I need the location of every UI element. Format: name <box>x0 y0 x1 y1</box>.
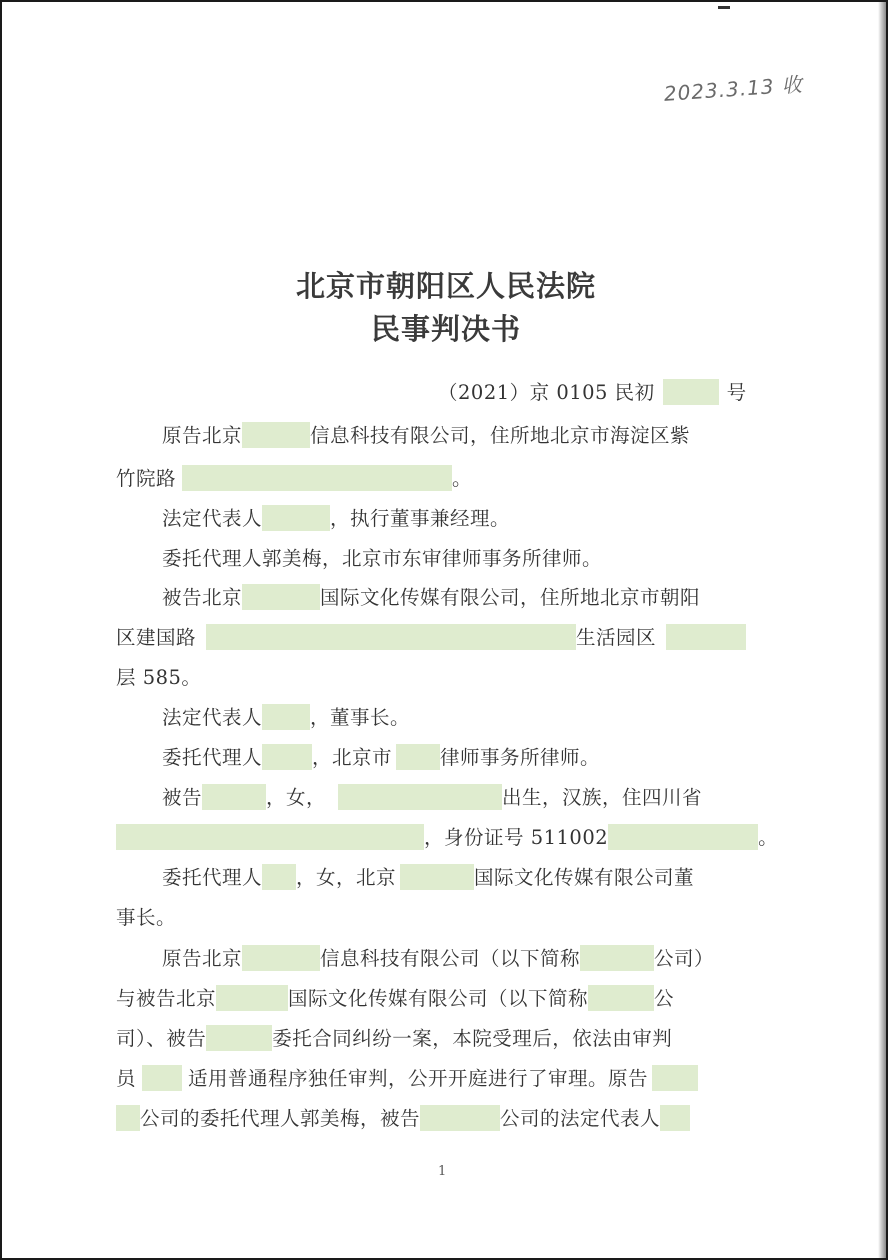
redaction <box>652 1065 698 1091</box>
text: 事长。 <box>116 906 177 929</box>
text: 被告北京 <box>162 586 243 609</box>
document-type: 民事判决书 <box>370 312 521 346</box>
text-line <box>116 902 176 930</box>
redaction <box>262 704 310 730</box>
text: ，女，北京 <box>296 866 397 889</box>
case-number-prefix: （2021）京 0105 民初 <box>438 381 655 404</box>
text-line <box>116 622 746 650</box>
text-line <box>116 1023 672 1051</box>
page-number: 1 <box>438 1164 447 1179</box>
redaction <box>216 985 288 1011</box>
text-line <box>162 862 694 890</box>
text: ，董事长。 <box>310 706 411 729</box>
text: 信息科技有限公司，住所地北京市海淀区紫 <box>310 424 691 447</box>
text: 区建国路 <box>116 626 197 649</box>
text: 律师事务所律师。 <box>440 746 601 769</box>
text: 法定代表人 <box>162 706 263 729</box>
text: ，女， <box>266 786 327 809</box>
text-line <box>162 582 700 610</box>
text-line <box>162 503 510 531</box>
text-line <box>162 782 702 810</box>
scan-shadow-edge <box>878 2 886 1260</box>
text-line <box>162 543 602 571</box>
text: 员 <box>116 1067 137 1090</box>
text: 生活园区 <box>576 626 657 649</box>
text: 公司） <box>654 947 715 970</box>
text: 法定代表人 <box>162 507 263 530</box>
text-line <box>116 983 674 1011</box>
text-line <box>116 1103 690 1131</box>
text: 竹院路 <box>116 467 177 490</box>
text: ，北京市 <box>312 746 393 769</box>
text: 信息科技有限公司（以下简称 <box>320 947 581 970</box>
text: 委托代理人 <box>162 866 263 889</box>
handwritten-date: 2023.3.13 收 <box>663 72 804 106</box>
redaction <box>202 784 266 810</box>
text: 被告 <box>162 786 203 809</box>
text: 公司的委托代理人郭美梅，被告 <box>140 1107 421 1130</box>
redaction <box>142 1065 182 1091</box>
scan-speck <box>718 6 730 9</box>
redaction <box>242 945 320 971</box>
text-line <box>162 943 714 971</box>
redaction <box>608 824 758 850</box>
text: ，身份证号 511002 <box>424 826 609 849</box>
text-line <box>162 702 410 730</box>
text: 。 <box>452 467 473 490</box>
text: 国际文化传媒有限公司董 <box>474 866 695 889</box>
case-number-suffix: 号 <box>726 381 747 404</box>
redaction <box>242 422 310 448</box>
text: 委托代理人郭美梅，北京市东审律师事务所律师。 <box>162 547 603 570</box>
text: 公司的法定代表人 <box>500 1107 661 1130</box>
redaction <box>666 624 746 650</box>
redaction <box>182 465 452 491</box>
redaction <box>400 864 474 890</box>
text-line <box>162 742 600 770</box>
redaction <box>262 505 330 531</box>
redaction <box>580 945 654 971</box>
text: 委托合同纠纷一案，本院受理后，依法由审判 <box>272 1027 673 1050</box>
text-line <box>116 1063 698 1091</box>
redaction <box>663 379 719 405</box>
text: 原告北京 <box>162 424 243 447</box>
redaction <box>116 1105 140 1131</box>
redaction <box>420 1105 500 1131</box>
text: 与被告北京 <box>116 987 217 1010</box>
text: 出生，汉族，住四川省 <box>502 786 703 809</box>
redaction <box>338 784 502 810</box>
text-line <box>116 463 472 491</box>
redaction <box>396 744 440 770</box>
text: ，执行董事兼经理。 <box>330 507 511 530</box>
text: 国际文化传媒有限公司（以下简称 <box>288 987 589 1010</box>
text: 。 <box>758 826 779 849</box>
text: 司）、被告 <box>116 1027 207 1050</box>
case-number <box>438 377 747 405</box>
redaction <box>588 985 654 1011</box>
text: 适用普通程序独任审判，公开开庭进行了审理。原告 <box>188 1067 649 1090</box>
redaction <box>262 864 296 890</box>
text: 公 <box>654 987 675 1010</box>
redaction <box>242 584 320 610</box>
text-line <box>116 662 201 690</box>
text: 国际文化传媒有限公司，住所地北京市朝阳 <box>320 586 701 609</box>
redaction <box>206 1025 272 1051</box>
redaction <box>206 624 576 650</box>
text: 原告北京 <box>162 947 243 970</box>
text: 委托代理人 <box>162 746 263 769</box>
redaction <box>116 824 424 850</box>
text-line <box>116 822 778 850</box>
redaction <box>660 1105 690 1131</box>
text-line <box>162 420 690 448</box>
text: 层 585。 <box>116 666 202 689</box>
court-name: 北京市朝阳区人民法院 <box>295 269 596 303</box>
redaction <box>262 744 312 770</box>
